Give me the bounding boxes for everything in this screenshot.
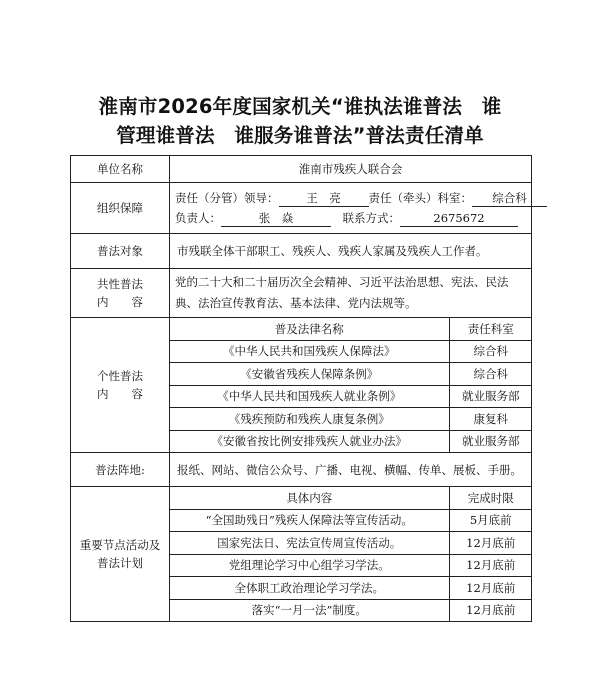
law-dept: 就业服务部 xyxy=(449,430,532,452)
plan-time: 12月底前 xyxy=(449,532,532,555)
specific-law-table xyxy=(170,318,532,452)
specific-row xyxy=(71,318,532,453)
common-row xyxy=(71,269,532,318)
table-row xyxy=(170,509,532,532)
law-name: 《安徽省按比例安排残疾人就业办法》 xyxy=(170,430,449,452)
table-row xyxy=(170,532,532,555)
dept-label: 责任（牵头）科室： xyxy=(368,191,472,205)
document-title xyxy=(60,92,540,150)
time-header: 完成时限 xyxy=(449,487,532,509)
dept-value: 综合科 xyxy=(472,191,547,207)
table-row xyxy=(170,577,532,600)
plan-time: 12月底前 xyxy=(449,554,532,577)
plan-content: 国家宪法日、宪法宣传周宣传活动。 xyxy=(170,532,449,555)
law-name: 《中华人民共和国残疾人就业条例》 xyxy=(170,385,449,408)
law-name: 《残疾预防和残疾人康复条例》 xyxy=(170,408,449,431)
unit-label: 单位名称 xyxy=(71,156,170,183)
table-row xyxy=(170,599,532,621)
dept-header: 责任科室 xyxy=(449,318,532,340)
positions-row xyxy=(71,453,532,487)
contact-value: 2675672 xyxy=(400,211,518,227)
plan-row xyxy=(71,487,532,622)
table-row xyxy=(170,363,532,386)
unit-row xyxy=(71,156,532,183)
plan-label-line-1: 重要节点活动及 xyxy=(79,538,161,552)
plan-content: 党组理论学习中心组学习学法。 xyxy=(170,554,449,577)
specific-label-line-2: 内 容 xyxy=(97,387,143,401)
law-dept: 康复科 xyxy=(449,408,532,431)
plan-header-row xyxy=(170,487,532,509)
plan-time: 12月底前 xyxy=(449,577,532,600)
person-label: 负责人： xyxy=(175,211,221,225)
plan-label xyxy=(71,487,170,622)
audience-label: 普法对象 xyxy=(71,234,170,269)
leader-value: 王 亮 xyxy=(279,191,369,207)
law-dept: 综合科 xyxy=(449,340,532,363)
common-value: 党的二十大和二十届历次全会精神、习近平法治思想、宪法、民法典、法治宣传教育法、基本法律、党内法规等。 xyxy=(170,269,532,318)
specific-label xyxy=(71,318,170,453)
org-row xyxy=(71,183,532,234)
org-label: 组织保障 xyxy=(71,183,170,234)
plan-table xyxy=(170,487,532,621)
plan-time: 5月底前 xyxy=(449,509,532,532)
contact-label: 联系方式： xyxy=(342,211,400,225)
leader-label: 责任（分管）领导： xyxy=(175,191,279,205)
positions-label: 普法阵地: xyxy=(71,453,170,487)
positions-value: 报纸、网站、微信公众号、广播、电视、横幅、传单、展板、手册。 xyxy=(170,453,532,487)
table-row xyxy=(170,430,532,452)
specific-cell xyxy=(170,318,532,453)
law-header: 普及法律名称 xyxy=(170,318,449,340)
plan-content: 全体职工政治理论学习学法。 xyxy=(170,577,449,600)
plan-label-line-2: 普法计划 xyxy=(97,556,143,570)
common-label xyxy=(71,269,170,318)
table-row xyxy=(170,554,532,577)
common-label-line-2: 内 容 xyxy=(97,295,143,309)
common-label-line-1: 共性普法 xyxy=(97,277,143,291)
table-row xyxy=(170,385,532,408)
unit-value: 淮南市残疾人联合会 xyxy=(170,156,532,183)
law-name: 《安徽省残疾人保障条例》 xyxy=(170,363,449,386)
specific-label-line-1: 个性普法 xyxy=(97,369,143,383)
table-row xyxy=(170,340,532,363)
plan-content: 落实“一月一法”制度。 xyxy=(170,599,449,621)
title-line-1: 淮南市2026年度国家机关“谁执法谁普法 谁 xyxy=(98,95,502,118)
org-line-leader xyxy=(170,188,531,208)
org-cell xyxy=(170,183,532,234)
plan-time: 12月底前 xyxy=(449,599,532,621)
table-row xyxy=(170,408,532,431)
org-line-person xyxy=(170,208,531,228)
plan-content: “全国助残日”残疾人保障法等宣传活动。 xyxy=(170,509,449,532)
title-line-2: 管理谁普法 谁服务谁普法”普法责任清单 xyxy=(116,124,484,147)
audience-value: 市残联全体干部职工、残疾人、残疾人家属及残疾人工作者。 xyxy=(170,234,532,269)
person-value: 张 焱 xyxy=(221,211,331,227)
law-dept: 综合科 xyxy=(449,363,532,386)
law-dept: 就业服务部 xyxy=(449,385,532,408)
law-name: 《中华人民共和国残疾人保障法》 xyxy=(170,340,449,363)
plan-cell xyxy=(170,487,532,622)
content-header: 具体内容 xyxy=(170,487,449,509)
specific-header-row xyxy=(170,318,532,340)
audience-row xyxy=(71,234,532,269)
responsibility-table xyxy=(70,155,532,622)
